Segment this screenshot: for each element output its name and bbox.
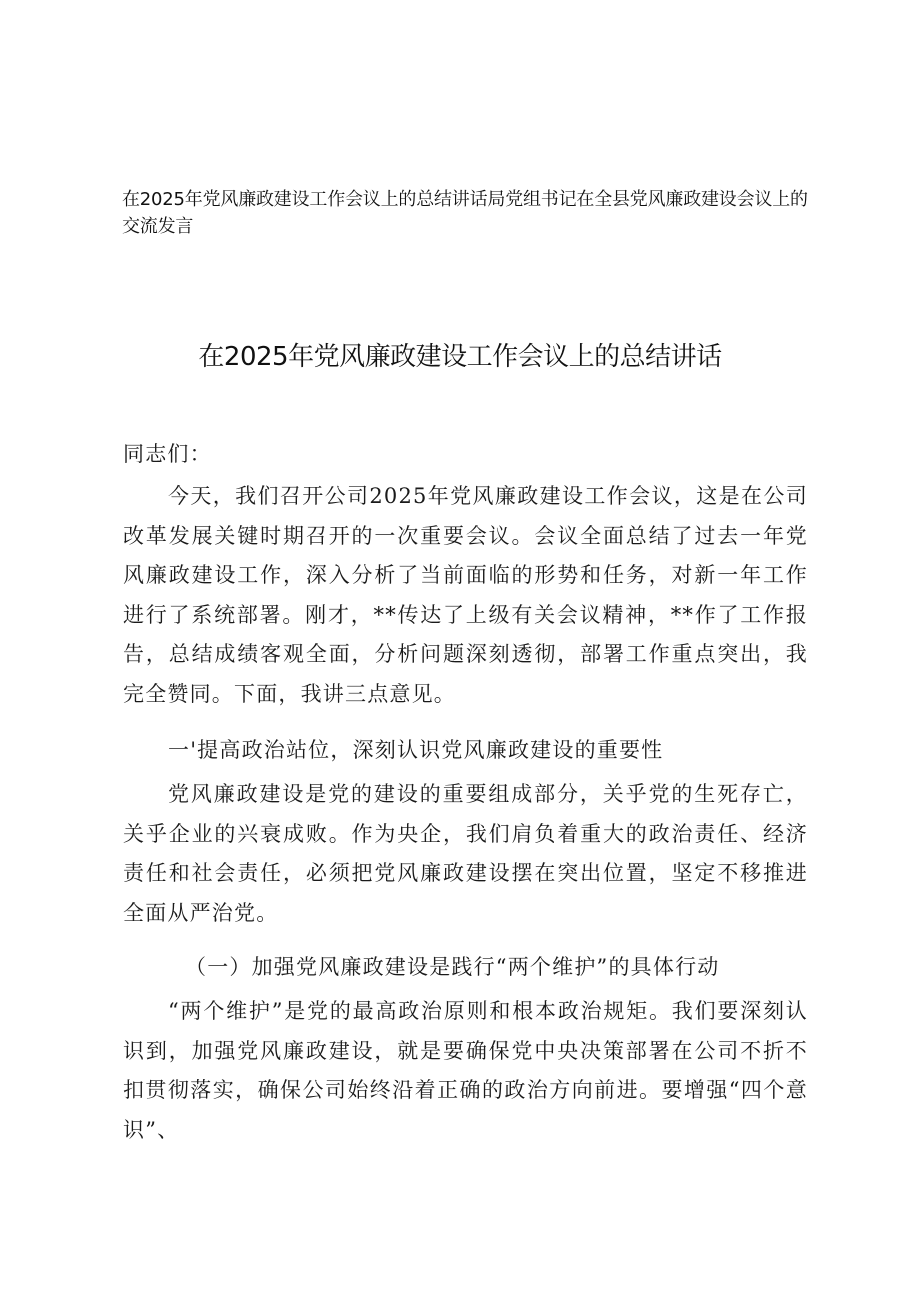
subsection-heading: （一）加强党风廉政建设是践行“两个维护”的具体行动 [185,955,720,979]
paragraph-subsection-1: “两个维护”是党的最高政治原则和根本政治规矩。我们要深刻认识到，加强党风廉政建设，就是要确保党中央决策部署在公司不折不扣贯彻落实，确保公司始终沿着正确的政治方向前进。要增强“四个意识”、 [123,999,808,1142]
section-heading: 一'提高政治站位，深刻认识党风廉政建设的重要性 [168,738,664,762]
paragraph-intro: 今天，我们召开公司2025年党风廉政建设工作会议，这是在公司改革发展关键时期召开的一次重要会议。会议全面总结了过去一年党风廉政建设工作，深入分析了当前面临的形势和任务，对新一年工作进行了系统部署。刚才，**传达了上级有关会议精神，**作了工作报告，总结成绩客观全面，分析问题深刻透彻，部署工作重点突出，我完全赞同。下面，我讲三点意见。 [123,484,808,706]
paragraph-section-1: 党风廉政建设是党的建设的重要组成部分，关乎党的生死存亡，关乎企业的兴衰成败。作为央企，我们肩负着重大的政治责任、经济责任和社会责任，必须把党风廉政建设摆在突出位置，坚定不移推进全面从严治党。 [123,782,808,925]
salutation: 同志们： [123,442,212,466]
document-title: 在2025年党风廉政建设工作会议上的总结讲话 [198,342,722,372]
document-header: 在2025年党风廉政建设工作会议上的总结讲话局党组书记在全县党风廉政建设会议上的交流发言 [122,189,808,237]
